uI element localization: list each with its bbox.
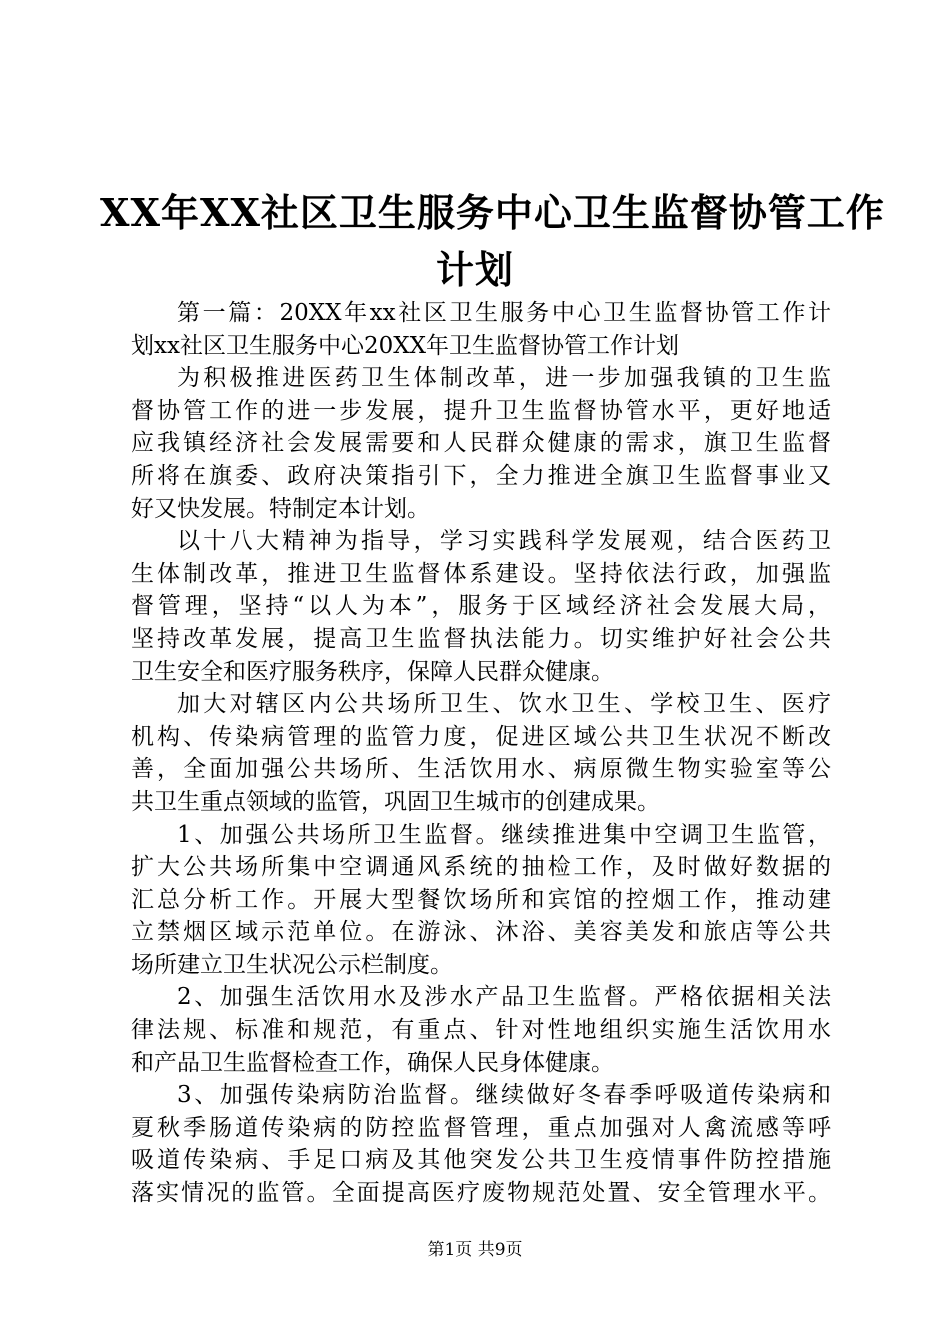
paragraph-line: 卫生安全和医疗服务秩序，保障人民群众健康。 [131, 658, 614, 685]
paragraph-line: 以十八大精神为指导，学习实践科学发展观，结合医药卫 [177, 528, 831, 555]
paragraph-7 [131, 1079, 831, 1209]
document-title-line-1: XX年XX社区卫生服务中心卫生监督协管工作 [100, 190, 885, 235]
paragraph-line: 1、加强公共场所卫生监督。继续推进集中空调卫生监管， [177, 821, 831, 848]
paragraph-4 [131, 688, 831, 818]
paragraph-line: 生体制改革，推进卫生监督体系建设。坚持依法行政，加强监 [131, 560, 831, 587]
document-body [131, 297, 831, 1210]
paragraph-line: 加大对辖区内公共场所卫生、饮水卫生、学校卫生、医疗 [177, 691, 831, 718]
paragraph-line: 夏秋季肠道传染病的防控监督管理，重点加强对人禽流感等呼 [131, 1114, 831, 1141]
paragraph-line: 善，全面加强公共场所、生活饮用水、病原微生物实验室等公 [131, 756, 831, 783]
document-title-line-2: 计划 [435, 247, 514, 292]
page-number-footer: 第1页 共9页 [427, 1240, 523, 1260]
paragraph-line: 律法规、标准和规范，有重点、针对性地组织实施生活饮用水 [131, 1017, 831, 1044]
paragraph-line: 汇总分析工作。开展大型餐饮场所和宾馆的控烟工作，推动建 [131, 886, 831, 913]
paragraph-line: 好又快发展。特制定本计划。 [131, 495, 430, 522]
paragraph-line: 和产品卫生监督检查工作，确保人民身体健康。 [131, 1049, 614, 1076]
paragraph-line: 为积极推进医药卫生体制改革，进一步加强我镇的卫生监 [177, 365, 831, 392]
paragraph-line: 机构、传染病管理的监管力度，促进区域公共卫生状况不断改 [131, 723, 831, 750]
paragraph-line: 吸道传染病、手足口病及其他突发公共卫生疫情事件防控措施 [131, 1147, 831, 1174]
paragraph-line: 应我镇经济社会发展需要和人民群众健康的需求，旗卫生监督 [131, 430, 831, 457]
paragraph-line: 第一篇：20XX年xx社区卫生服务中心卫生监督协管工作计 [177, 300, 831, 326]
paragraph-6 [131, 981, 831, 1079]
paragraph-line: 立禁烟区域示范单位。在游泳、沐浴、美容美发和旅店等公共 [131, 919, 831, 946]
paragraph-line: 2、加强生活饮用水及涉水产品卫生监督。严格依据相关法 [177, 984, 831, 1011]
paragraph-1 [131, 297, 831, 362]
paragraph-line: 扩大公共场所集中空调通风系统的抽检工作，及时做好数据的 [131, 854, 831, 881]
paragraph-2 [131, 362, 831, 525]
paragraph-line: 3、加强传染病防治监督。继续做好冬春季呼吸道传染病和 [177, 1082, 831, 1109]
paragraph-line: 督管理，坚持“以人为本”，服务于区域经济社会发展大局， [131, 593, 831, 620]
paragraph-5 [131, 819, 831, 982]
paragraph-line: 划xx社区卫生服务中心20XX年卫生监督协管工作计划 [131, 332, 679, 359]
paragraph-line: 坚持改革发展，提高卫生监督执法能力。切实维护好社会公共 [131, 625, 831, 652]
paragraph-3 [131, 525, 831, 688]
paragraph-line: 督协管工作的进一步发展，提升卫生监督协管水平，更好地适 [131, 397, 831, 424]
paragraph-line: 场所建立卫生状况公示栏制度。 [131, 951, 453, 978]
paragraph-line: 落实情况的监管。全面提高医疗废物规范处置、安全管理水平。 [131, 1180, 831, 1207]
paragraph-line: 所将在旗委、政府决策指引下，全力推进全旗卫生监督事业又 [131, 462, 831, 489]
paragraph-line: 共卫生重点领域的监管，巩固卫生城市的创建成果。 [131, 788, 660, 815]
